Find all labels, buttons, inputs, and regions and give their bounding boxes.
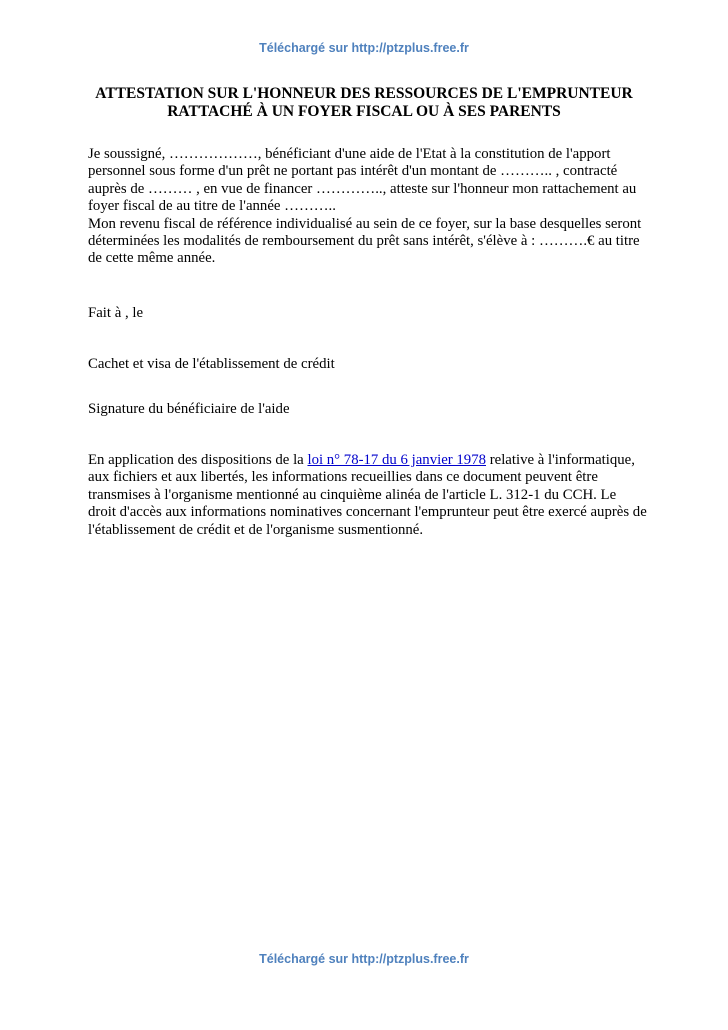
fait-a-le-line: Fait à , le (88, 305, 144, 321)
legal-line-4: droit d'accès aux informations nominatives concernant l'emprunteur peut être exercé auprès de (88, 504, 647, 521)
body-paragraphs (88, 146, 648, 268)
download-banner-top: Téléchargé sur http://ptzplus.free.fr (259, 41, 469, 55)
cachet-visa-line: Cachet et visa de l'établissement de crédit (88, 356, 335, 372)
paragraph-line: personnel sous forme d'un prêt ne portant pas intérêt d'un montant de ……….. , contracté (88, 163, 618, 180)
legal-line1-before: En application des dispositions de la (88, 452, 308, 468)
legal-line-1 (88, 452, 648, 469)
paragraph-line: déterminées les modalités de remboursement du prêt sans intérêt, s'élève à : ……….€ au titre (88, 233, 640, 250)
download-banner-bottom: Téléchargé sur http://ptzplus.free.fr (259, 952, 469, 966)
legal-line-3: transmises à l'organisme mentionné au cinquième alinéa de l'article L. 312-1 du CCH. Le (88, 486, 617, 503)
law-reference-link[interactable]: loi n° 78-17 du 6 janvier 1978 (307, 452, 486, 468)
legal-line-5: l'établissement de crédit et de l'organisme susmentionné. (88, 521, 424, 538)
paragraph-declaration (88, 146, 648, 216)
document-title-line1: ATTESTATION SUR L'HONNEUR DES RESSOURCES DE L'EMPRUNTEUR (95, 85, 633, 102)
document-title (0, 85, 728, 121)
legal-line-2: aux fichiers et aux libertés, les informations recueillies dans ce document peuvent être (88, 469, 598, 486)
paragraph-line: de cette même année. (88, 250, 216, 267)
signature-line: Signature du bénéficiaire de l'aide (88, 401, 290, 417)
legal-line1-after: relative à l'informatique, (486, 452, 635, 468)
legal-paragraph (88, 452, 648, 539)
document-title-line2: RATTACHÉ À UN FOYER FISCAL OU À SES PARENTS (167, 103, 561, 120)
paragraph-line: Mon revenu fiscal de référence individualisé au sein de ce foyer, sur la base desquelles seront (88, 215, 642, 232)
paragraph-line: auprès de ……… , en vue de financer ………….., atteste sur l'honneur mon rattachement au (88, 180, 637, 197)
paragraph-line: foyer fiscal de au titre de l'année ……….. (88, 198, 336, 215)
paragraph-revenu-fiscal (88, 216, 648, 268)
paragraph-line: Je soussigné, ………………, bénéficiant d'une aide de l'Etat à la constitution de l'apport (88, 146, 611, 162)
